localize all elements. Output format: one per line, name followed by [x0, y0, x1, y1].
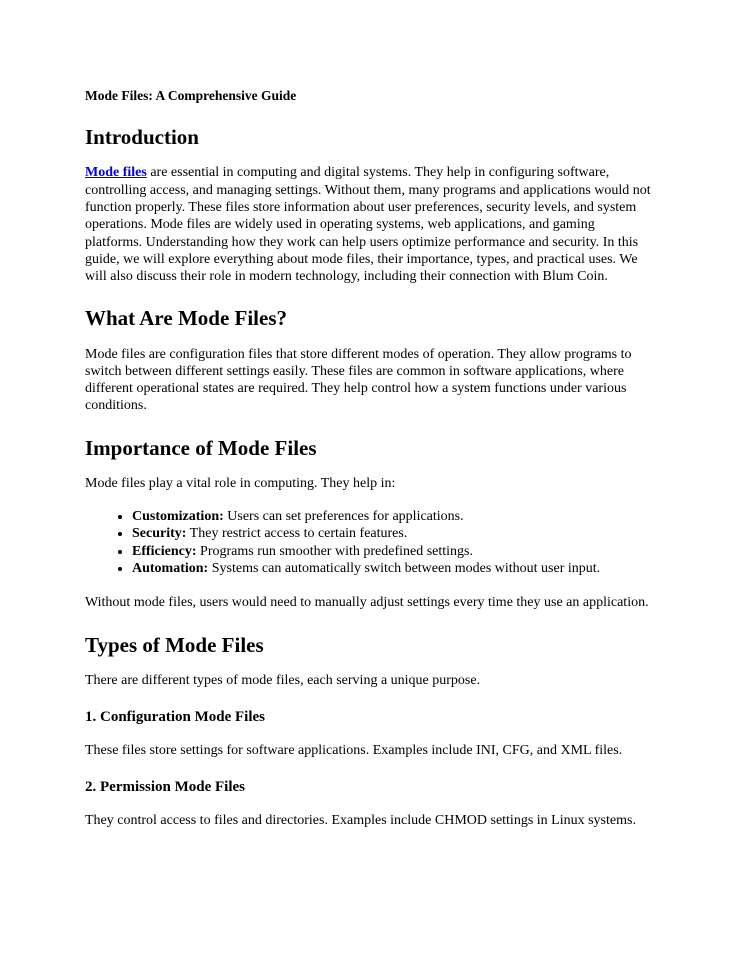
bullet-text: Users can set preferences for applications.: [223, 509, 464, 525]
list-item-automation: [132, 560, 655, 577]
heading-what-are-mode-files: What Are Mode Files?: [85, 306, 288, 331]
mode-files-link[interactable]: Mode files: [85, 165, 147, 181]
bullet-label: Security:: [132, 526, 187, 542]
intro-paragraph-text: are essential in computing and digital systems. They help in configuring software, controlling access, and managing settings. Without them, many programs and applications would not function properly. These files store information about user preferences, security levels, and system operations. Mode files are widely used in operating systems, web applications, and gaming platforms. Understanding how they work can help users optimize performance and security. In this guide, we will explore everything about mode files, their importance, types, and practical uses. We will also discuss their role in modern technology, including their connection with Blum Coin.: [85, 165, 651, 285]
document-title: Mode Files: A Comprehensive Guide: [85, 88, 297, 103]
list-item-security: [132, 525, 655, 542]
bullet-label: Efficiency:: [132, 543, 197, 559]
importance-bullet-list: [85, 508, 655, 577]
heading-importance-of-mode-files: Importance of Mode Files: [85, 435, 317, 460]
heading-introduction: Introduction: [85, 125, 199, 150]
bullet-label: Automation:: [132, 561, 209, 577]
subheading-configuration-mode-files: 1. Configuration Mode Files: [85, 709, 265, 726]
list-item-customization: [132, 508, 655, 525]
importance-closing-paragraph: Without mode files, users would need to manually adjust settings every time they use an application.: [85, 595, 649, 611]
configuration-mode-files-paragraph: These files store settings for software applications. Examples include INI, CFG, and XML files.: [85, 743, 623, 759]
bullet-text: Programs run smoother with predefined settings.: [196, 543, 473, 559]
what-are-paragraph: Mode files are configuration files that store different modes of operation. They allow programs to switch between different settings easily. These files are common in software applications, where different operational states are required. They help control how a system functions under various conditions.: [85, 346, 632, 414]
types-intro-paragraph: There are different types of mode files, each serving a unique purpose.: [85, 672, 481, 688]
importance-intro-paragraph: Mode files play a vital role in computing. They help in:: [85, 475, 396, 491]
bullet-label: Customization:: [132, 509, 224, 525]
bullet-text: They restrict access to certain features.: [186, 526, 408, 542]
heading-types-of-mode-files: Types of Mode Files: [85, 632, 264, 657]
permission-mode-files-paragraph: They control access to files and directories. Examples include CHMOD settings in Linux systems.: [85, 813, 636, 829]
list-item-efficiency: [132, 543, 655, 560]
bullet-text: Systems can automatically switch between modes without user input.: [208, 561, 601, 577]
subheading-permission-mode-files: 2. Permission Mode Files: [85, 779, 245, 796]
intro-paragraph: [85, 164, 655, 285]
